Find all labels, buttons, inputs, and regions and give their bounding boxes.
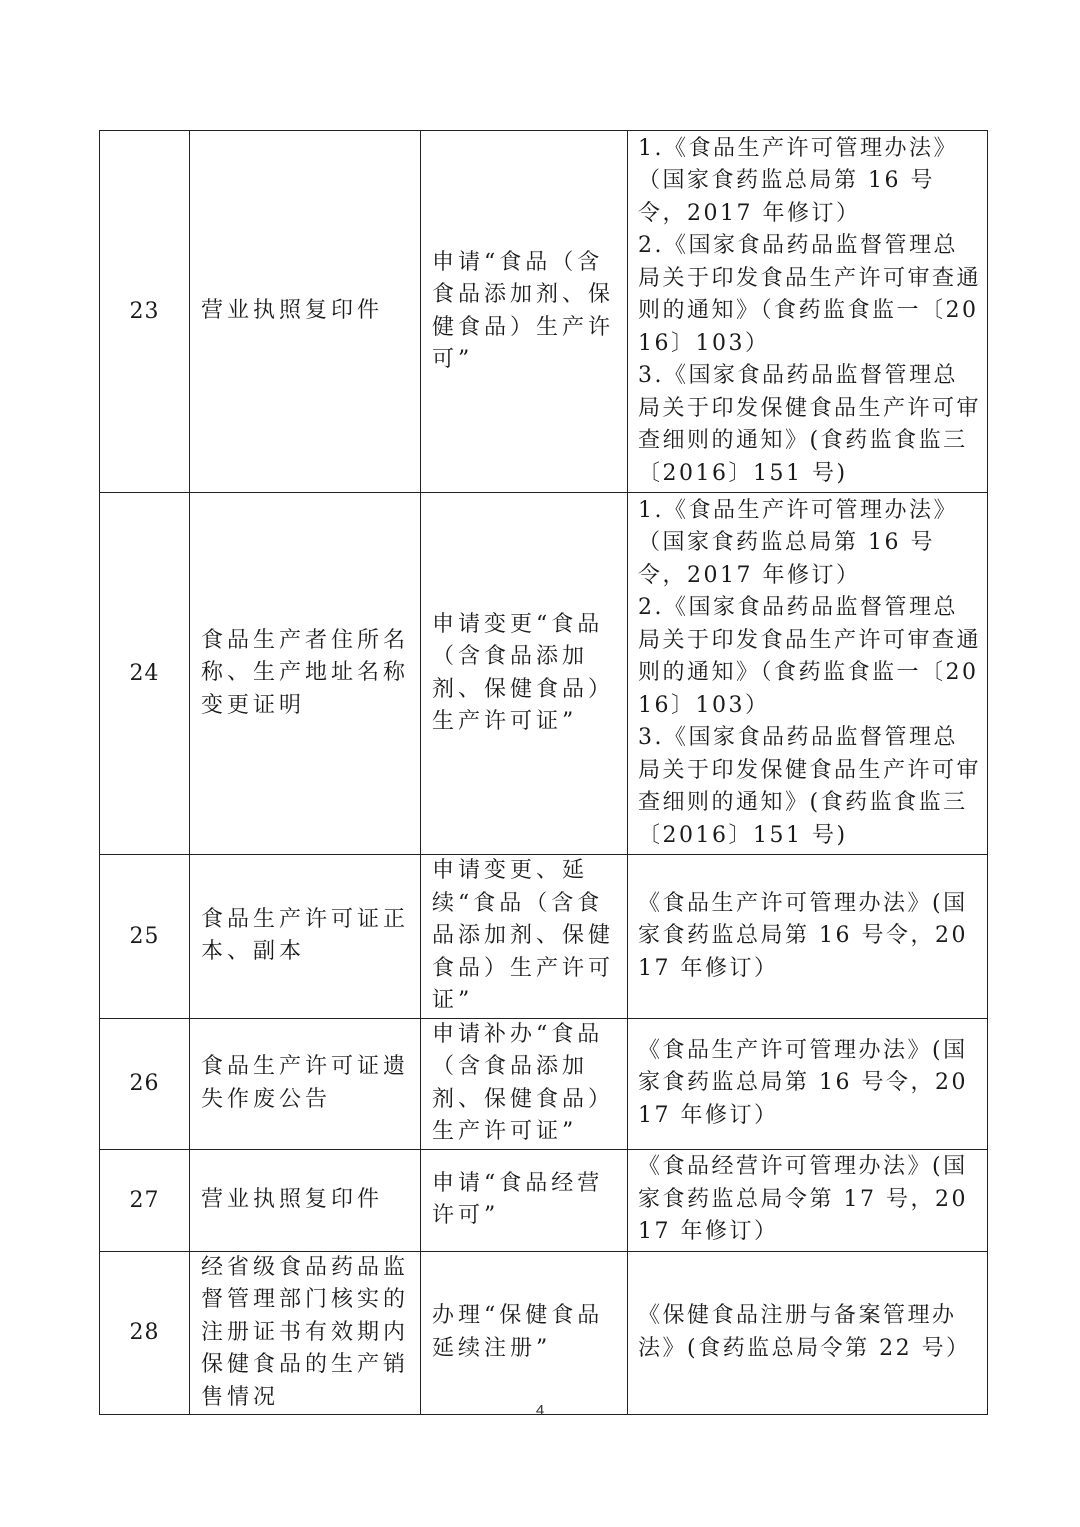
basis-line: 3.《国家食品药品监督管理总局关于印发保健食品生产许可审查细则的通知》(食药监食监三〔2016〕151 号) bbox=[638, 363, 982, 486]
basis-cell bbox=[628, 1018, 988, 1149]
item-text: 申请“食品（含食品添加剂、保健食品）生产许可” bbox=[432, 249, 615, 372]
basis-cell bbox=[628, 131, 988, 493]
basis-line: 《保健食品注册与备案管理办法》(食药监总局令第 22 号） bbox=[638, 1303, 971, 1361]
material-cell bbox=[190, 1149, 421, 1251]
table-row bbox=[100, 131, 988, 493]
row-number: 26 bbox=[100, 1018, 190, 1149]
basis-line: 3.《国家食品药品监督管理总局关于印发保健食品生产许可审查细则的通知》(食药监食监三〔2016〕151 号) bbox=[638, 725, 982, 848]
material-text: 食品生产许可证遗失作废公告 bbox=[201, 1054, 410, 1112]
row-number: 27 bbox=[100, 1149, 190, 1251]
material-text: 营业执照复印件 bbox=[201, 298, 384, 324]
basis-line: 2.《国家食品药品监督管理总局关于印发食品生产许可审查通则的通知》（食药监食监一〔2016〕103） bbox=[638, 233, 982, 356]
item-text: 申请补办“食品（含食品添加剂、保健食品）生产许可证” bbox=[432, 1021, 615, 1144]
basis-cell bbox=[628, 1149, 988, 1251]
item-cell bbox=[421, 131, 628, 493]
table-row bbox=[100, 1018, 988, 1149]
basis-line: 《食品生产许可管理办法》(国家食药监总局第 16 号令，2017 年修订） bbox=[638, 1037, 968, 1128]
material-cell bbox=[190, 1251, 421, 1415]
material-cell bbox=[190, 1018, 421, 1149]
material-cell bbox=[190, 855, 421, 1019]
basis-line: 1.《食品生产许可管理办法》（国家食药监总局第 16 号令，2017 年修订） bbox=[638, 135, 958, 226]
material-cell bbox=[190, 493, 421, 855]
basis-line: 1.《食品生产许可管理办法》（国家食药监总局第 16 号令，2017 年修订） bbox=[638, 497, 958, 588]
page-number: 4 bbox=[535, 1402, 545, 1419]
item-text: 申请变更、延续“食品（含食品添加剂、保健食品）生产许可证” bbox=[432, 858, 615, 1013]
material-cell bbox=[190, 131, 421, 493]
item-text: 申请“食品经营许可” bbox=[432, 1170, 604, 1228]
row-number: 28 bbox=[100, 1251, 190, 1415]
item-cell bbox=[421, 855, 628, 1019]
row-number: 25 bbox=[100, 855, 190, 1019]
basis-cell bbox=[628, 493, 988, 855]
basis-line: 《食品生产许可管理办法》(国家食药监总局第 16 号令，2017 年修订） bbox=[638, 890, 968, 981]
table-row bbox=[100, 1149, 988, 1251]
item-cell bbox=[421, 1149, 628, 1251]
basis-line: 《食品经营许可管理办法》(国家食药监总局令第 17 号，2017 年修订） bbox=[638, 1154, 968, 1245]
row-number: 24 bbox=[100, 493, 190, 855]
material-text: 营业执照复印件 bbox=[201, 1186, 384, 1212]
material-text: 经省级食品药品监督管理部门核实的注册证书有效期内保健食品的生产销售情况 bbox=[201, 1254, 410, 1410]
basis-cell bbox=[628, 1251, 988, 1415]
item-cell bbox=[421, 493, 628, 855]
material-text: 食品生产许可证正本、副本 bbox=[201, 906, 410, 965]
basis-line: 2.《国家食品药品监督管理总局关于印发食品生产许可审查通则的通知》（食药监食监一〔2016〕103） bbox=[638, 595, 982, 718]
basis-cell bbox=[628, 855, 988, 1019]
item-cell bbox=[421, 1251, 628, 1415]
item-text: 办理“保健食品延续注册” bbox=[432, 1303, 604, 1361]
item-text: 申请变更“食品（含食品添加剂、保健食品）生产许可证” bbox=[432, 611, 615, 734]
table-row bbox=[100, 855, 988, 1019]
table-row bbox=[100, 493, 988, 855]
table-row bbox=[100, 1251, 988, 1415]
document-table bbox=[99, 130, 988, 1415]
row-number: 23 bbox=[100, 131, 190, 493]
item-cell bbox=[421, 1018, 628, 1149]
material-text: 食品生产者住所名称、生产地址名称变更证明 bbox=[201, 627, 410, 718]
